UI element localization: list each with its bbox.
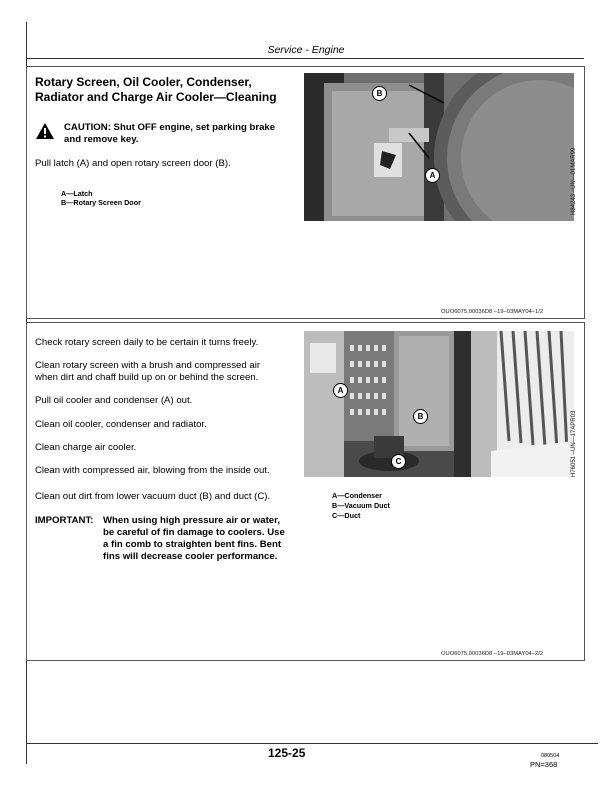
caution-text-line2: and remove key. (64, 134, 139, 145)
section-ref: OUO6075,00036D8 –19–03MAY04–2/2 (441, 651, 544, 657)
image-code: H84243 –UN—01MAR99 (571, 147, 577, 215)
page-number: 125-25 (268, 746, 306, 760)
important-text: be careful of fin damage to coolers. Use (103, 527, 285, 538)
step-text: when dirt and chaff build up on or behind the screen. (35, 372, 259, 383)
instruction-text: Pull latch (A) and open rotary screen door (B). (35, 158, 231, 169)
footer-rule (26, 743, 598, 744)
important-text: When using high pressure air or water, (103, 515, 280, 526)
section-title-line1: Rotary Screen, Oil Cooler, Condenser, (35, 75, 252, 89)
step-text: Clean charge air cooler. (35, 442, 137, 453)
section-ref: OUO6075,00036D8 –19–03MAY04–1/2 (441, 309, 544, 315)
section-1-box (26, 66, 585, 319)
rotary-screen-photo (304, 73, 574, 221)
step-text: Clean with compressed air, blowing from the inside out. (35, 465, 270, 476)
duct-photo (471, 331, 574, 477)
step-text: Clean rotary screen with a brush and compressed air (35, 360, 261, 371)
step-text: Clean out dirt from lower vacuum duct (B) and duct (C). (35, 491, 271, 502)
legend-item: A—Condenser (332, 491, 382, 500)
legend-item: B—Vacuum Duct (332, 501, 390, 510)
legend-item: B—Rotary Screen Door (61, 198, 141, 207)
caution-text-line1: CAUTION: Shut OFF engine, set parking brake (64, 122, 276, 133)
header-rule (26, 58, 584, 59)
step-text: Pull oil cooler and condenser (A) out. (35, 395, 193, 406)
section-title-line2: Radiator and Charge Air Cooler—Cleaning (35, 90, 277, 104)
legend-item: C—Duct (332, 511, 361, 520)
callout-label: A (425, 168, 440, 183)
important-text: a fin comb to straighten bent fins. Bent (103, 539, 282, 550)
cooler-photo (304, 331, 471, 477)
important-text: fins will decrease cooler performance. (103, 551, 278, 562)
image-code: H76051 –UN—17APR03 (571, 410, 577, 477)
section-2-box (26, 322, 585, 661)
page-header-title: Service - Engine (267, 44, 345, 56)
footer-small-code: 080504 (541, 753, 560, 759)
legend-item: A—Latch (61, 189, 93, 198)
step-text: Check rotary screen daily to be certain it turns freely. (35, 337, 259, 348)
footer-pn: PN=368 (530, 760, 558, 769)
warning-triangle-icon (35, 122, 55, 140)
important-label: IMPORTANT: (35, 515, 94, 526)
callout-label: B (413, 409, 428, 424)
callout-label: A (333, 383, 348, 398)
callout-label: B (372, 86, 387, 101)
step-text: Clean oil cooler, condenser and radiator. (35, 419, 207, 430)
callout-label: C (391, 454, 406, 469)
